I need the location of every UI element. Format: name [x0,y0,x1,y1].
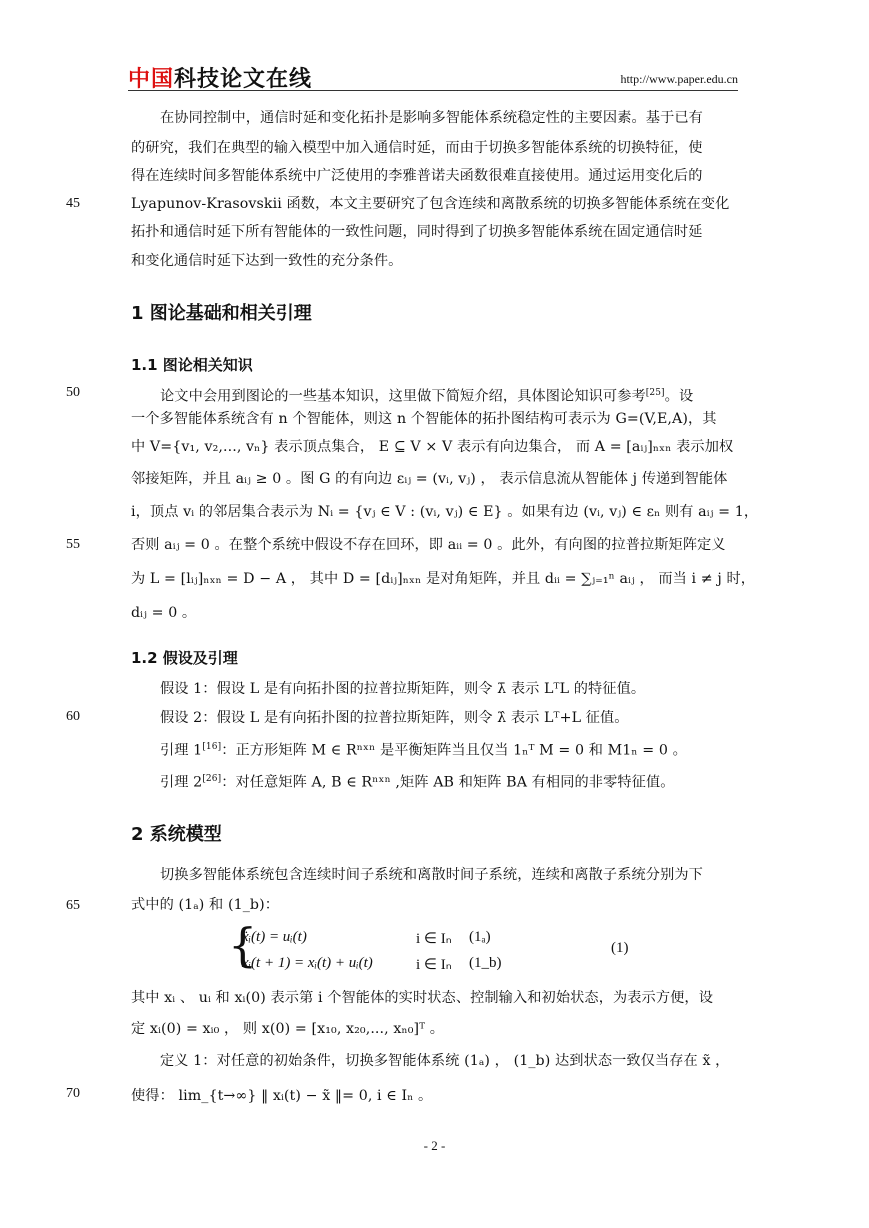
equation-tag: (1ₐ) [469,929,491,945]
paragraph-line: 切换多智能体系统包含连续时间子系统和离散时间子系统，连续和离散子系统分别为下 [160,867,703,883]
paragraph-line: 定 xᵢ(0) = xᵢ₀ ， 则 x(0) = [x₁₀, x₂₀,..., xₙ₀]ᵀ 。 [131,1021,445,1037]
lemma-label: 引理 2 [160,774,203,791]
paragraph-line: 式中的 (1ₐ) 和 (1_b)： [131,897,280,913]
paragraph-text: 论文中会用到图论的一些基本知识，这里做下简短介绍，具体图论知识可参考 [160,388,646,405]
equation-row-continuous: ẋᵢ(t) = uᵢ(t) [242,929,307,945]
subsection-heading: 1.2 假设及引理 [131,649,238,667]
lemma-1 [160,737,738,761]
line-number: 55 [66,537,80,552]
logo-part-title: 科技论文在线 [174,67,313,92]
subsection-heading: 1.1 图论相关知识 [131,356,253,374]
page-header [128,62,738,91]
page-number: - 2 - [423,1138,446,1153]
equation-row-discrete: xᵢ(t + 1) = xᵢ(t) + uᵢ(t) [242,955,373,971]
equation-condition: i ∈ Iₙ [416,957,452,973]
lemma-2 [160,769,738,793]
paragraph-line: 邻接矩阵，并且 aᵢⱼ ≥ 0 。图 G 的有向边 εᵢⱼ = (vᵢ, vⱼ) ， 表示信息流从智能体 j 传递到智能体 [131,471,728,487]
citation-link[interactable]: [26] [202,774,222,784]
paragraph-line: 否则 aᵢⱼ = 0 。在整个系统中假设不存在回环，即 aᵢᵢ = 0 。此外，有向图的拉普拉斯矩阵定义 [131,537,726,553]
journal-logo [128,62,312,93]
definition-1: 定义 1：对任意的初始条件，切换多智能体系统 (1ₐ) ， (1_b) 达到状态一致仅当存在 x̃ ， [160,1053,730,1069]
equation-number: (1) [611,940,629,956]
paragraph-line: 其中 xᵢ 、 uᵢ 和 xᵢ(0) 表示第 i 个智能体的实时状态、控制输入和初始状态，为表示方便，设 [131,990,713,1006]
paragraph-line: 中 V={v₁, v₂,..., vₙ} 表示顶点集合， E ⊆ V × V 表示有向边集合， 而 A = [aᵢⱼ]ₙₓₙ 表示加权 [131,439,734,455]
equation-tag: (1_b) [469,955,502,971]
logo-part-china: 中国 [128,67,175,92]
paragraph-line: i，顶点 vᵢ 的邻居集合表示为 Nᵢ = {vⱼ ∈ V : (vᵢ, vⱼ) ∈ E} 。如果有边 (vᵢ, vⱼ) ∈ εₙ 则有 aᵢⱼ = 1， [131,504,759,520]
line-number: 65 [66,898,80,913]
line-number: 60 [66,709,80,724]
section-heading: 2 系统模型 [131,824,222,845]
paragraph-line: dᵢⱼ = 0 。 [131,605,197,621]
lemma-text: ：正方形矩阵 M ∈ Rⁿˣⁿ 是平衡矩阵当且仅当 1ₙᵀ M = 0 和 M1ₙ = 0 。 [221,742,687,759]
assumption-1: 假设 1：假设 L 是有向拓扑图的拉普拉斯矩阵，则令 λ̄ 表示 LᵀL 的特征值。 [160,681,646,697]
intro-line: 得在连续时间多智能体系统中广泛使用的李雅普诺夫函数很难直接使用。通过运用变化后的 [131,168,703,184]
equation-brace: { [228,918,258,972]
paragraph-line: 为 L = [lᵢⱼ]ₙₓₙ = D − A ， 其中 D = [dᵢⱼ]ₙₓₙ 是对角矩阵，并且 dᵢᵢ = ∑ⱼ₌₁ⁿ aᵢⱼ ， 而当 i ≠ j 时， [131,571,756,587]
section-heading: 1 图论基础和相关引理 [131,303,312,324]
line-number: 45 [66,196,80,211]
header-url[interactable]: http://www.paper.edu.cn [620,72,738,86]
intro-line: 在协同控制中，通信时延和变化拓扑是影响多智能体系统稳定性的主要因素。基于已有 [160,110,703,126]
equation-condition: i ∈ Iₙ [416,931,452,947]
intro-line: 和变化通信时延下达到一致性的充分条件。 [131,253,403,269]
assumption-2: 假设 2：假设 L 是有向拓扑图的拉普拉斯矩阵，则令 λ̂ 表示 Lᵀ+L 征值。 [160,710,629,726]
intro-line: Lyapunov-Krasovskii 函数，本文主要研究了包含连续和离散系统的切换多智能体系统在变化 [131,196,730,212]
paragraph-line: 一个多智能体系统含有 n 个智能体，则这 n 个智能体的拓扑图结构可表示为 G=(V,E,A)，其 [131,411,717,427]
equation-1 [228,918,638,976]
lemma-label: 引理 1 [160,742,203,759]
line-number: 70 [66,1086,80,1101]
intro-line: 拓扑和通信时延下所有智能体的一致性问题，同时得到了切换多智能体系统在固定通信时延 [131,224,703,240]
paragraph-text: 。设 [664,388,694,405]
intro-line: 的研究，我们在典型的输入模型中加入通信时延，而由于切换多智能体系统的切换特征，使 [131,140,703,156]
lemma-text: ：对任意矩阵 A, B ∈ Rⁿˣⁿ ,矩阵 AB 和矩阵 BA 有相同的非零特征值。 [221,774,675,791]
line-number: 50 [66,385,80,400]
citation-link[interactable]: [16] [202,742,222,752]
citation-link[interactable]: [25] [645,388,665,398]
paragraph-line: 使得： lim_{t→∞} ‖ xᵢ(t) − x̃ ‖= 0, i ∈ Iₙ 。 [131,1088,433,1104]
paragraph-line [160,383,738,407]
